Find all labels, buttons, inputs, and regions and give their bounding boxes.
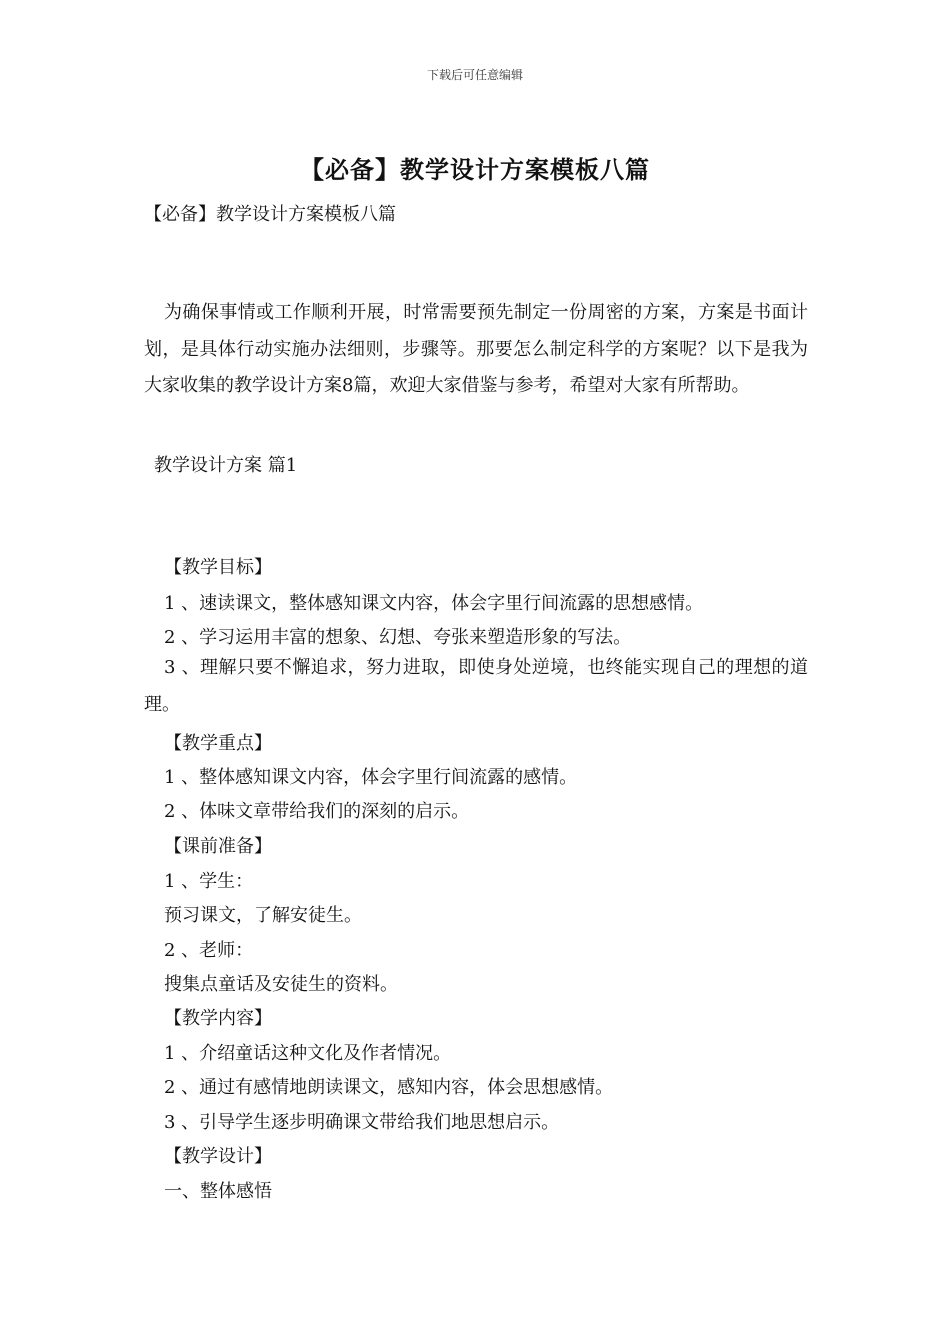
document-subtitle: 【必备】教学设计方案模板八篇 [144, 204, 396, 225]
key-points-heading: 【教学重点】 [164, 733, 272, 754]
intro-paragraph: 为确保事情或工作顺利开展，时常需要预先制定一份周密的方案，方案是书面计划，是具体行动实施办法细则，步骤等。那要怎么制定科学的方案呢？以下是我为大家收集的教学设计方案8篇，欢迎大家借鉴与参考，希望对大家有所帮助。 [144, 302, 808, 396]
content-item-3: 3 、引导学生逐步明确课文带给我们地思想启示。 [164, 1112, 560, 1133]
preparation-item-1: 1 、学生： [164, 871, 254, 892]
goals-heading: 【教学目标】 [164, 557, 272, 578]
document-title: 【必备】教学设计方案模板八篇 [300, 155, 650, 184]
content-item-1: 1 、介绍童话这种文化及作者情况。 [164, 1043, 452, 1064]
design-heading: 【教学设计】 [164, 1146, 272, 1167]
preparation-item-2: 2 、老师： [164, 940, 254, 961]
key-points-item-1: 1 、整体感知课文内容，体会字里行间流露的感情。 [164, 767, 578, 788]
goals-item-1: 1 、速读课文，整体感知课文内容，体会字里行间流露的思想感情。 [164, 593, 704, 614]
design-item-1: 一、整体感悟 [164, 1181, 272, 1202]
goals-item-3: 3 、理解只要不懈追求，努力进取，即使身处逆境，也终能实现自己的理想的道理。 [144, 657, 808, 715]
section-heading: 教学设计方案 篇1 [154, 455, 298, 476]
goals-item-2: 2 、学习运用丰富的想象、幻想、夸张来塑造形象的写法。 [164, 627, 632, 648]
page-header-note: 下载后可任意编辑 [426, 68, 523, 82]
preparation-item-1-detail: 预习课文，了解安徒生。 [164, 905, 362, 926]
key-points-item-2: 2 、体味文章带给我们的深刻的启示。 [164, 801, 470, 822]
content-item-2: 2 、通过有感情地朗读课文，感知内容，体会思想感情。 [164, 1077, 614, 1098]
preparation-item-2-detail: 搜集点童话及安徒生的资料。 [164, 974, 398, 995]
preparation-heading: 【课前准备】 [164, 836, 272, 857]
content-heading: 【教学内容】 [164, 1008, 272, 1029]
